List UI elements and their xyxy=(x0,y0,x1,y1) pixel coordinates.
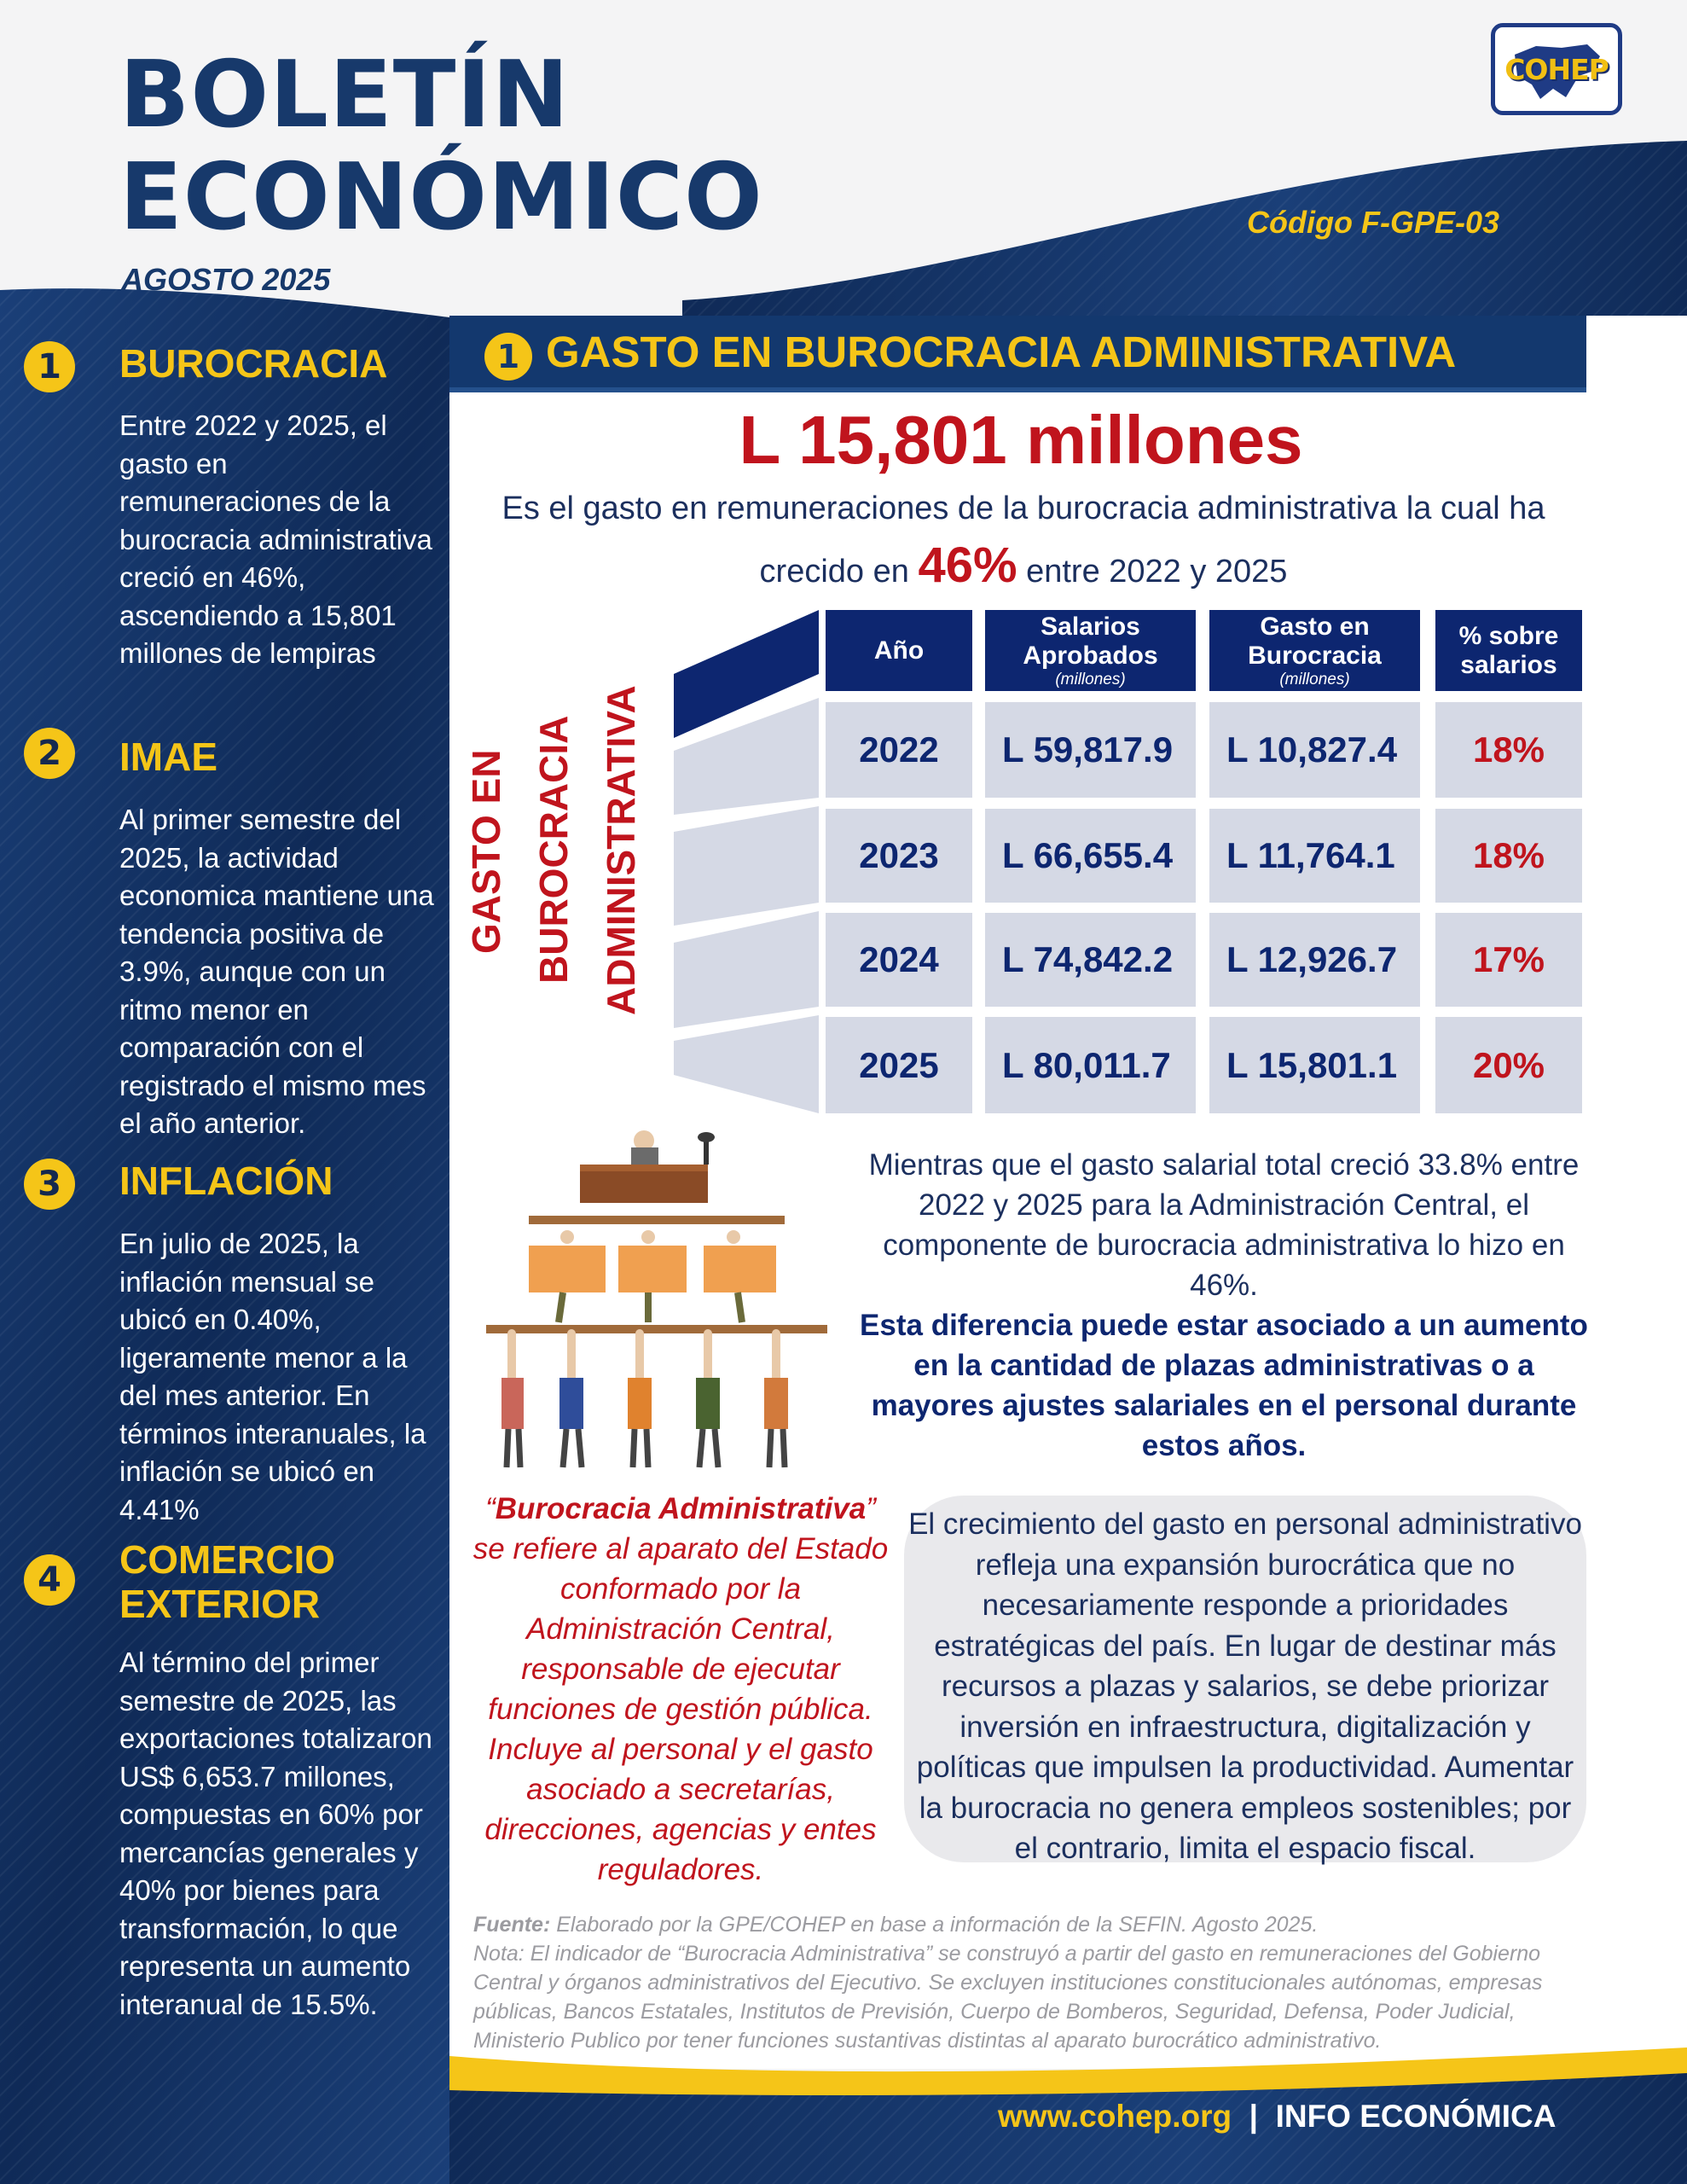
definition-open-quote: “ xyxy=(485,1492,496,1525)
side-label-line2: BUROCRACIA xyxy=(531,715,576,984)
sidebar-title-burocracia: BUROCRACIA xyxy=(119,341,388,386)
footer-label: INFO ECONÓMICA xyxy=(1275,2099,1557,2134)
comparison-bold-text: Esta diferencia puede estar asociado a un aumento en la cantidad de plazas administrativas o a mayores ajustes salariales en el personal durante estos años. xyxy=(860,1309,1588,1462)
sidebar-title-comercio-exterior: COMERCIO EXTERIOR xyxy=(119,1537,335,1626)
table-cell-salaries: L 74,842.2 xyxy=(985,913,1196,1007)
section-number: 1 xyxy=(484,333,532,380)
table-cell-percent: 18% xyxy=(1435,702,1582,798)
table-header-label: Año xyxy=(873,636,925,665)
table-cell-percent: 17% xyxy=(1435,913,1582,1007)
table-cell-year: 2024 xyxy=(826,913,972,1007)
table-header-unit: (millones) xyxy=(1279,670,1350,688)
table-cell-bureaucracy: L 12,926.7 xyxy=(1209,913,1420,1007)
table-header-label: Gasto en Burocracia xyxy=(1248,612,1382,670)
subtitle-post: entre 2022 y 2025 xyxy=(1017,554,1288,590)
sidebar-title-imae: IMAE xyxy=(119,735,217,779)
logo-text: COHEP xyxy=(1504,53,1609,86)
comparison-text: Mientras que el gasto salarial total creció 33.8% entre 2022 y 2025 para la Administración Central, el componente de burocracia administrativa lo hizo en 46%. xyxy=(868,1148,1580,1302)
table-cell-year: 2025 xyxy=(826,1017,972,1113)
issue-date: AGOSTO 2025 xyxy=(121,262,331,297)
bureaucracy-pyramid-illustration xyxy=(478,1122,844,1480)
definition-body: se refiere al aparato del Estado conformado por la Administración Central, responsable de ejecutar funciones de gestión pública. Incluye al personal y el gasto asociado a secretarías, direcciones, agencias y entes reguladores. xyxy=(472,1532,889,1886)
source-label: Fuente: xyxy=(473,1913,551,1937)
analysis-text: El crecimiento del gasto en personal administrativo refleja una expansión burocrática que no necesariamente responde a prioridades estratégicas del país. En lugar de destinar más recursos a plazas y salarios, se debe priorizar inversión en infraestructura, digitalización y políticas que impulsen la productividad. Aumentar la burocracia no genera empleos sostenibles; por el contrario, limita el espacio fiscal. xyxy=(908,1507,1582,1865)
table-cell-bureaucracy: L 10,827.4 xyxy=(1209,702,1420,798)
table-header-percent xyxy=(1435,610,1582,691)
document-code: Código F-GPE-03 xyxy=(1247,205,1499,240)
bulletin-title-line1: BOLETÍN xyxy=(119,42,570,148)
table-header-year xyxy=(826,610,972,691)
table-cell-percent: 20% xyxy=(1435,1017,1582,1113)
note-text: Nota: El indicador de “Burocracia Administrativa” se construyó a partir del gasto en remuneraciones del Gobierno Central y órganos administrativos del Ejecutivo. Se excluyen instituciones constitucionales autónomas, empresas públicas, Bancos Estatales, Institutos de Previsión, Cuerpo de Bomberos, Seguridad, Defensa, Poder Judicial, Ministerio Publico por tener funciones sustantivas distintas al aparato burocrático administrativo. xyxy=(473,1942,1543,2053)
headline-subtitle-line2 xyxy=(461,536,1586,601)
bulletin-title-line2: ECONÓMICO xyxy=(119,144,763,251)
headline-amount: L 15,801 millones xyxy=(739,402,1303,478)
cohep-logo xyxy=(1491,23,1622,115)
sidebar-number-4: 4 xyxy=(24,1554,75,1606)
table-header-label: % sobre salarios xyxy=(1458,621,1559,679)
growth-percentage: 46% xyxy=(918,537,1017,593)
sidebar-text-inflacion: En julio de 2025, la inflación mensual se ubicó en 0.40%, ligeramente menor a la del mes anterior. En términos interanuales, la inflación se ubicó en 4.41% xyxy=(119,1228,426,1525)
table-cell-salaries: L 59,817.9 xyxy=(985,702,1196,798)
side-label-line3: ADMINISTRATIVA xyxy=(599,685,643,1015)
subtitle-pre: crecido en xyxy=(759,554,919,590)
table-cell-bureaucracy: L 11,764.1 xyxy=(1209,809,1420,903)
sidebar-number-3: 3 xyxy=(24,1159,75,1210)
definition-text xyxy=(467,1489,894,1890)
table-header-salaries xyxy=(985,610,1196,691)
sidebar-title-inflacion: INFLACIÓN xyxy=(119,1159,333,1203)
footer-url-link[interactable]: www.cohep.org xyxy=(998,2099,1232,2134)
definition-term: Burocracia Administrativa xyxy=(495,1492,867,1525)
table-cell-salaries: L 66,655.4 xyxy=(985,809,1196,903)
table-header-bureaucracy-spend xyxy=(1209,610,1420,691)
table-cell-salaries: L 80,011.7 xyxy=(985,1017,1196,1113)
sidebar-text-imae: Al primer semestre del 2025, la actividad economica mantiene una tendencia positiva de 3.9%, aunque con un ritmo menor en comparación con el registrado el mismo mes el año anterior. xyxy=(119,804,434,1139)
table-cell-bureaucracy: L 15,801.1 xyxy=(1209,1017,1420,1113)
footer xyxy=(998,2099,1556,2135)
sidebar-number-1: 1 xyxy=(24,341,75,392)
source-notes xyxy=(473,1910,1599,2055)
source-text: Elaborado por la GPE/COHEP en base a información de la SEFIN. Agosto 2025. xyxy=(550,1913,1319,1937)
table-cell-percent: 18% xyxy=(1435,809,1582,903)
sidebar-text-burocracia: Entre 2022 y 2025, el gasto en remuneraciones de la burocracia administrativa creció en 46%, ascendiendo a 15,801 millones de lempiras xyxy=(119,410,432,669)
side-label-line1: GASTO EN xyxy=(464,749,508,954)
headline-subtitle-line1: Es el gasto en remuneraciones de la burocracia administrativa la cual ha xyxy=(501,491,1545,526)
table-header-label: Salarios Aprobados xyxy=(1023,612,1158,670)
table-cell-year: 2022 xyxy=(826,702,972,798)
table-header-unit: (millones) xyxy=(1055,670,1126,688)
source-line xyxy=(473,1910,1599,1939)
footer-separator: | xyxy=(1232,2099,1276,2134)
definition-close-quote: ” xyxy=(866,1492,876,1525)
table-cell-year: 2023 xyxy=(826,809,972,903)
section-title: GASTO EN BUROCRACIA ADMINISTRATIVA xyxy=(546,328,1457,376)
sidebar-text-comercio-exterior: Al término del primer semestre de 2025, las exportaciones totalizaron US$ 6,653.7 millones, compuestas en 60% por mercancías generales y 40% por bienes para transformación, lo que representa un aumento interanual de 15.5%. xyxy=(119,1647,432,2020)
sidebar-number-2: 2 xyxy=(24,728,75,779)
